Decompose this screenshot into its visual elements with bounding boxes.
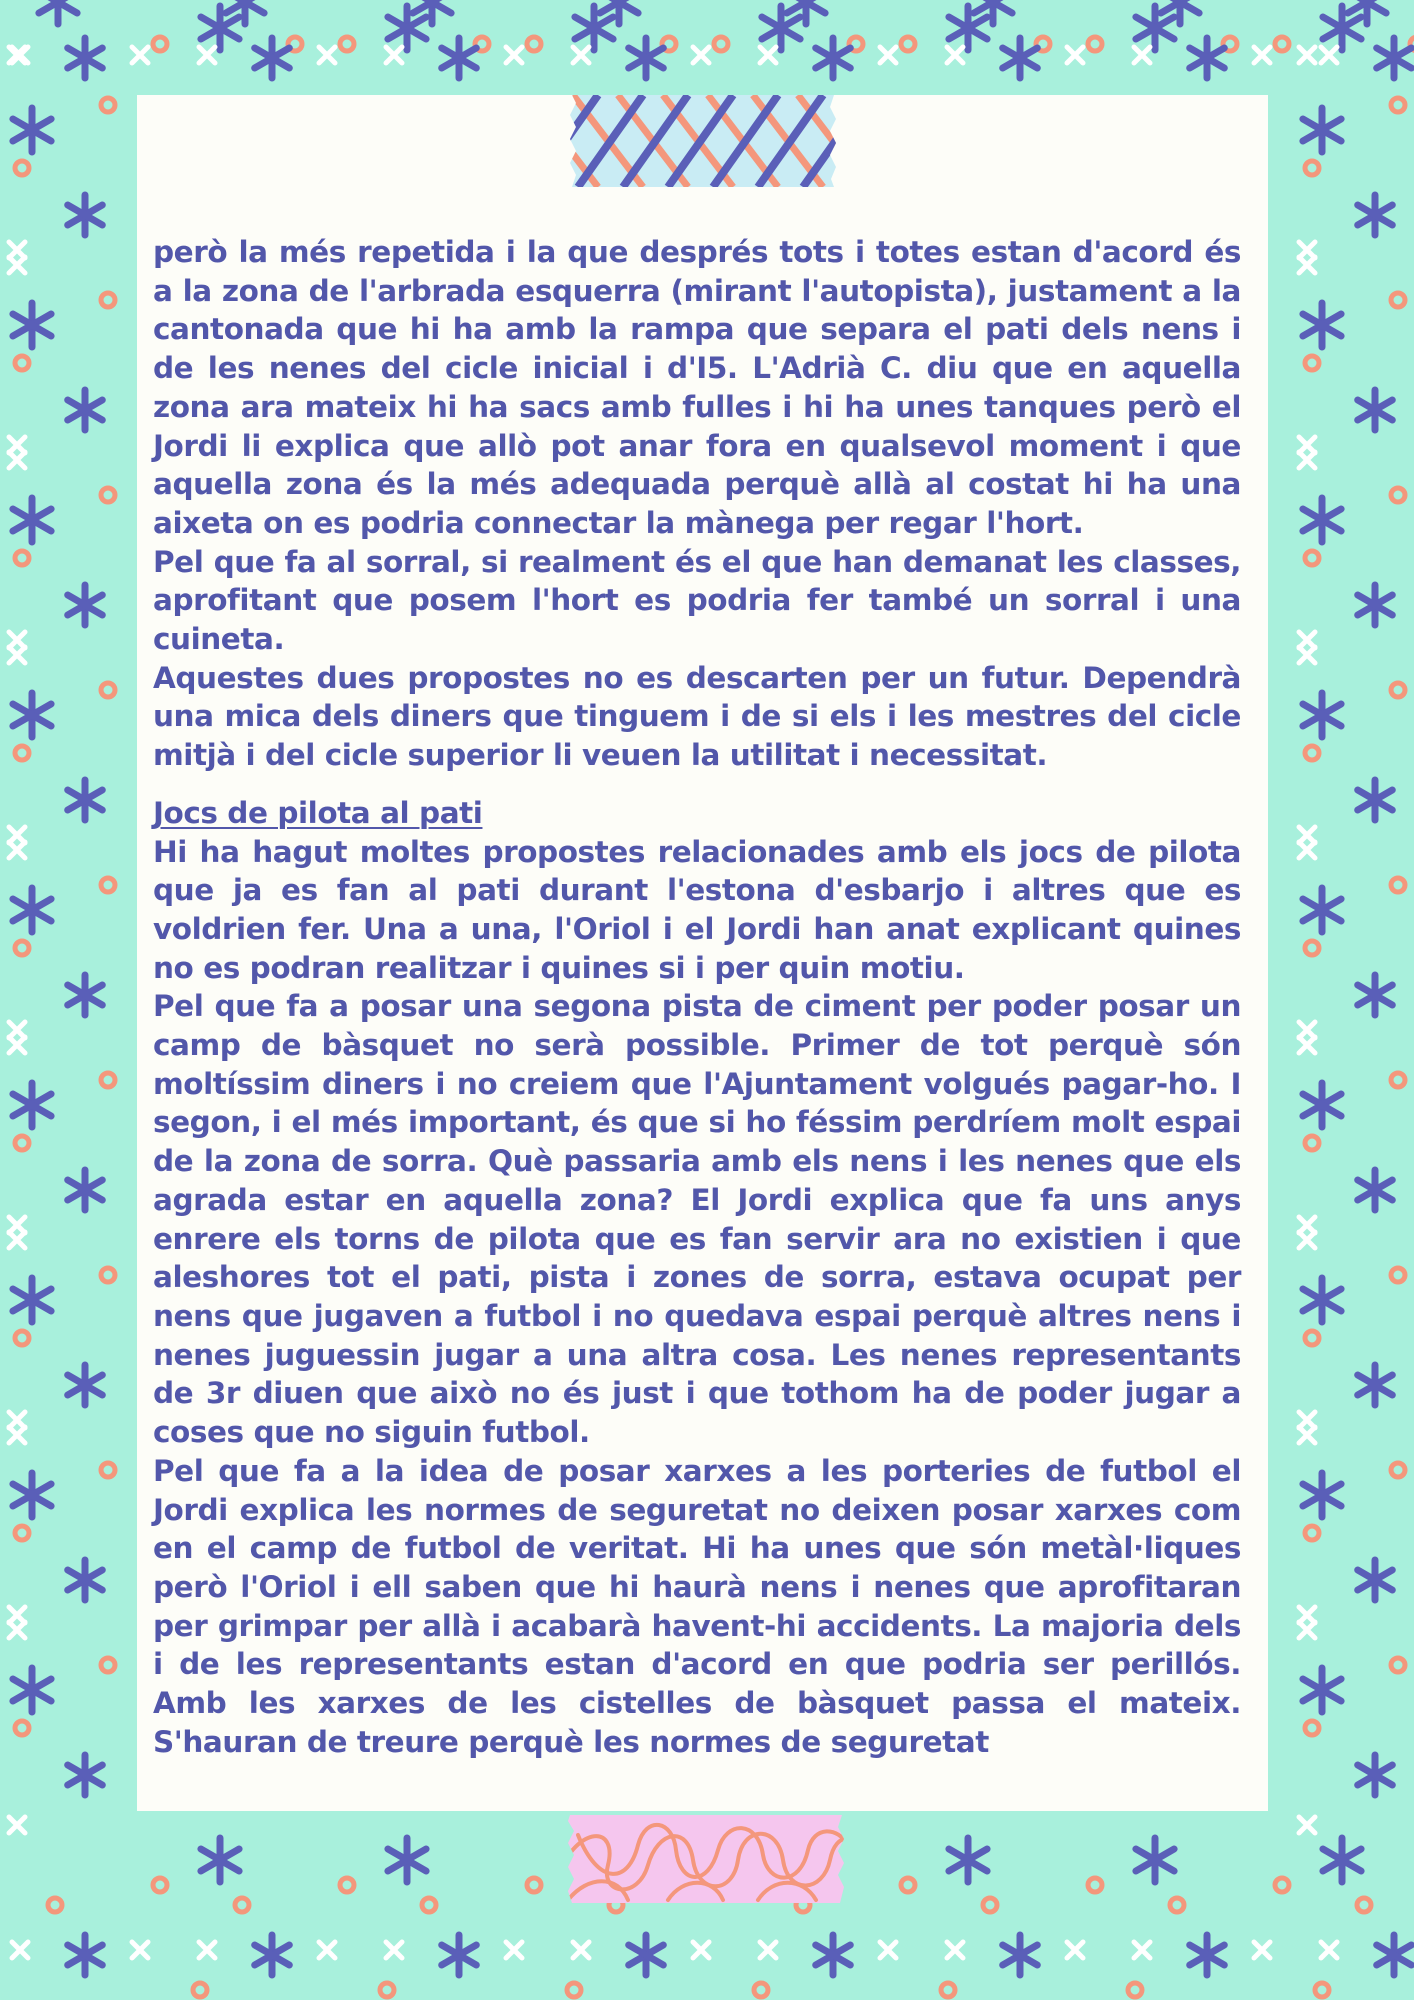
paragraph: Hi ha hagut moltes propostes relacionades amb els jocs de pilota que ja es fan al pati durant l'estona d'esbarjo i altres que es voldrien fer. Una a una, l'Oriol i el Jordi han anat explicant quines no es podran realitzar i quines si i per quin motiu. <box>153 834 1241 985</box>
paragraph: Pel que fa a posar una segona pista de ciment per poder posar un camp de bàsquet no serà possible. Primer de tot perquè són moltíssim diners i no creiem que l'Ajuntament volgués pagar-ho. I segon, i el més important, és que si ho féssim perdríem molt espai de la zona de sorra. Què passaria amb els nens i les nenes que els agrada estar en aquella zona? El Jordi explica que fa uns anys enrere els torns de pilota que es fan servir ara no existien i que aleshores tot el pati, pista i zones de sorra, estava ocupat per nens que jugaven a futbol i no quedava espai perquè altres nens i nenes juguessin jugar a una altra cosa. Les nenes representants de 3r diuen que això no és just i que tothom ha de poder jugar a coses que no siguin futbol. <box>153 989 1241 1450</box>
document-text <box>153 233 1241 1761</box>
paragraph: Aquestes dues propostes no es descarten per un futur. Dependrà una mica dels diners que tinguem i de si els i les mestres del cicle mitjà i del cicle superior li veuen la utilitat i necessitat. <box>153 660 1241 773</box>
section-heading: Jocs de pilota al pati <box>153 795 483 830</box>
washi-tape-top <box>568 95 838 187</box>
paragraph: però la més repetida i la que després tots i totes estan d'acord és a la zona de l'arbrada esquerra (mirant l'autopista), justament a la cantonada que hi ha amb la rampa que separa el pati dels nens i de les nenes del cicle inicial i d'I5. L'Adrià C. diu que en aquella zona ara mateix hi ha sacs amb fulles i hi ha unes tanques però el Jordi li explica que allò pot anar fora en qualsevol moment i que aquella zona és la més adequada perquè allà al costat hi ha una aixeta on es podria connectar la mànega per regar l'hort. <box>153 235 1241 540</box>
paragraph: Pel que fa al sorral, si realment és el que han demanat les classes, aprofitant que posem l'hort es podria fer també un sorral i una cuineta. <box>153 544 1241 657</box>
washi-tape-bottom <box>568 1815 844 1903</box>
paragraph: Pel que fa a la idea de posar xarxes a les porteries de futbol el Jordi explica les normes de seguretat no deixen posar xarxes com en el camp de futbol de veritat. Hi ha unes que són metàl·liques però l'Oriol i ell saben que hi haurà nens i nenes que aprofitaran per grimpar per allà i acabarà havent-hi accidents. La majoria dels i de les representants estan d'acord en que podria ser perillós. Amb les xarxes de les cistelles de bàsquet passa el mateix. S'hauran de treure perquè les normes de seguretat <box>153 1453 1241 1759</box>
